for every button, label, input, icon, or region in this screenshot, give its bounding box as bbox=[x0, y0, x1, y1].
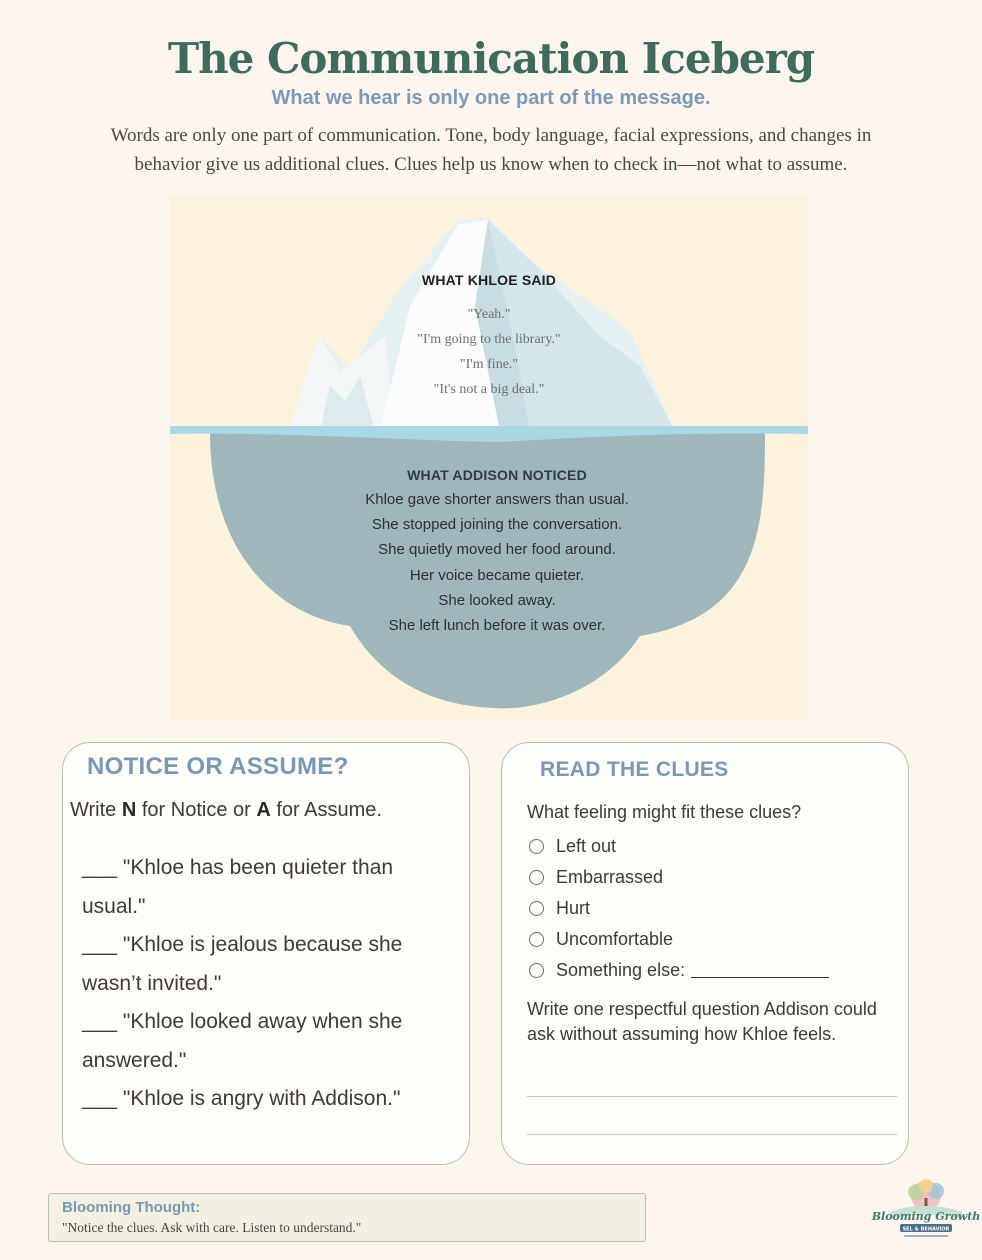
clues-card-title: READ THE CLUES bbox=[540, 758, 729, 781]
noticed-line: She left lunch before it was over. bbox=[388, 617, 606, 635]
noticed-line: She quietly moved her food around. bbox=[378, 541, 616, 559]
radio-button[interactable] bbox=[529, 932, 544, 947]
instruction-text: for Assume. bbox=[270, 799, 382, 821]
said-section bbox=[350, 272, 628, 402]
notice-instruction bbox=[70, 799, 382, 822]
answer-blank[interactable]: ___ bbox=[82, 1010, 118, 1033]
said-line: "Yeah." bbox=[467, 307, 511, 322]
option-label: Embarrassed bbox=[556, 867, 664, 887]
instruction-text: for Notice or bbox=[136, 799, 257, 821]
option-hurt[interactable] bbox=[527, 893, 829, 924]
statement-text: "Khloe is angry with Addison." bbox=[122, 1087, 401, 1110]
noticed-line: Her voice became quieter. bbox=[409, 566, 585, 584]
option-label: Uncomfortable bbox=[556, 929, 674, 949]
said-heading: WHAT KHLOE SAID bbox=[421, 272, 557, 288]
notice-or-assume-card bbox=[62, 742, 470, 1165]
noticed-line: Khloe gave shorter answers than usual. bbox=[365, 491, 629, 508]
thought-label: Blooming Thought: bbox=[62, 1199, 201, 1216]
radio-button[interactable] bbox=[529, 839, 544, 854]
said-line: "I'm fine." bbox=[459, 357, 519, 372]
thought-text: "Notice the clues. Ask with care. Listen to understand." bbox=[62, 1220, 362, 1235]
something-else-blank[interactable] bbox=[691, 963, 829, 978]
blooming-growth-logo bbox=[871, 1174, 981, 1244]
option-label: Left out bbox=[556, 836, 617, 856]
question-prompt: Write one respectful question Addison could ask without assuming how Khloe feels. bbox=[527, 999, 877, 1044]
feeling-options bbox=[527, 831, 829, 986]
notice-card-title: NOTICE OR ASSUME? bbox=[87, 753, 349, 780]
feeling-question: What feeling might fit these clues? bbox=[527, 802, 802, 822]
option-left-out[interactable] bbox=[527, 831, 829, 862]
statement-item[interactable] bbox=[82, 1003, 462, 1080]
noticed-line: She stopped joining the conversation. bbox=[371, 516, 623, 534]
instruction-n: N bbox=[121, 799, 137, 821]
answer-blank[interactable]: ___ bbox=[82, 933, 118, 956]
statement-text: "Khloe is jealous because she wasn’t invited." bbox=[82, 933, 403, 995]
noticed-section bbox=[290, 467, 704, 638]
option-something-else[interactable] bbox=[527, 955, 829, 986]
statement-text: "Khloe looked away when she answered." bbox=[82, 1010, 403, 1072]
noticed-heading: WHAT ADDISON NOTICED bbox=[407, 467, 587, 483]
option-label: Something else: bbox=[556, 960, 686, 980]
statement-item[interactable] bbox=[82, 849, 462, 926]
answer-line[interactable] bbox=[527, 1134, 897, 1135]
option-embarrassed[interactable] bbox=[527, 862, 829, 893]
statement-item[interactable] bbox=[82, 926, 462, 1003]
radio-button[interactable] bbox=[529, 870, 544, 885]
option-uncomfortable[interactable] bbox=[527, 924, 829, 955]
statement-item[interactable] bbox=[82, 1080, 462, 1119]
statement-list bbox=[82, 849, 462, 1119]
answer-blank[interactable]: ___ bbox=[82, 1087, 118, 1110]
logo-subtext: SEL & BEHAVIOR bbox=[902, 1226, 950, 1233]
iceberg-illustration bbox=[170, 196, 808, 719]
page-subtitle: What we hear is only one part of the message. bbox=[271, 87, 711, 109]
statement-text: "Khloe has been quieter than usual." bbox=[82, 856, 394, 918]
said-line: "I'm going to the library." bbox=[417, 332, 561, 347]
read-the-clues-card bbox=[501, 742, 909, 1165]
answer-blank[interactable]: ___ bbox=[82, 856, 118, 879]
page-title: The Communication Iceberg bbox=[167, 34, 815, 83]
blooming-thought-box bbox=[48, 1193, 646, 1242]
noticed-line: She looked away. bbox=[438, 591, 556, 609]
said-line: "It's not a big deal." bbox=[433, 382, 545, 397]
answer-line[interactable] bbox=[527, 1096, 897, 1097]
radio-button[interactable] bbox=[529, 901, 544, 916]
radio-button[interactable] bbox=[529, 963, 544, 978]
instruction-a: A bbox=[256, 799, 271, 821]
instruction-text: Write bbox=[70, 799, 122, 821]
option-label: Hurt bbox=[556, 898, 591, 918]
intro-paragraph: Words are only one part of communication. Tone, body language, facial expressions, and changes in behavior give us additional clues. Clues help us know when to check in—not what to assume. bbox=[110, 125, 872, 175]
logo-wordmark: Blooming Growth bbox=[871, 1210, 981, 1223]
